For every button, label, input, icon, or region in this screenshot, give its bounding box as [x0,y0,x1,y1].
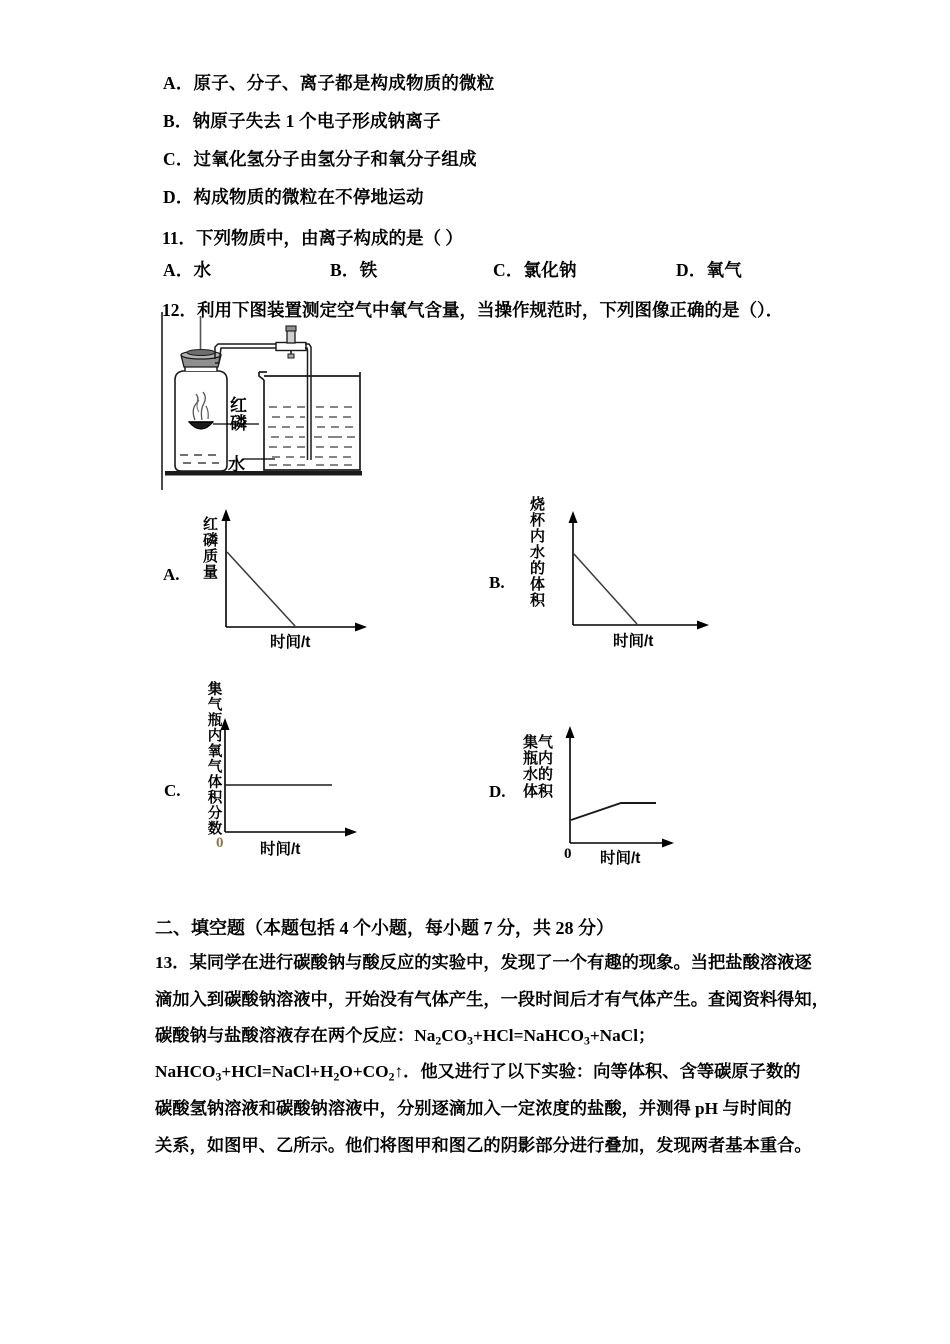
graph-b-x-axis-label: 时间/t [613,633,654,650]
question-13-line-5: 碳酸氢钠溶液和碳酸钠溶液中，分别逐滴加入一定浓度的盐酸，并测得 pH 与时间的 [155,1099,792,1118]
question-13-line-6: 关系，如图甲、乙所示。他们将图甲和图乙的阴影部分进行叠加，发现两者基本重合。 [155,1136,812,1155]
graph-d-origin-label: 0 [564,846,572,862]
question-13-line-4-text: ．他又进行了以下实验：向等体积、含等碳原子数的 [403,1062,801,1081]
graph-c-option-label: C. [164,781,181,800]
question-11-stem: 11．下列物质中，由离子构成的是（ ） [162,228,463,248]
option-text: 原子、分子、离子都是构成物质的微粒 [193,73,495,93]
question-13-line-1: 13．某同学在进行碳酸钠与酸反应的实验中，发现了一个有趣的现象。当把盐酸溶液逐 [155,953,812,972]
graph-c-origin-label: 0 [216,835,224,851]
question-12-stem: 12．利用下图装置测定空气中氧气含量，当操作规范时，下列图像正确的是（）． [162,300,784,320]
option-text: 过氧化氢分子由氢分子和氧分子组成 [193,149,477,169]
graph-b-y-axis-label: 烧杯内水的体积 [528,496,545,608]
option-text: 氯化钠 [523,260,577,280]
option-a-q11 [163,261,211,280]
option-label: D． [163,187,194,207]
question-13-line-3-text: 碳酸钠与盐酸溶液存在两个反应： [155,1026,415,1045]
graph-option-d [485,720,715,890]
graph-d-y-axis-label: 集气瓶内水的体积 [523,734,554,800]
graph-d-option-label: D. [489,782,506,801]
graph-b-option-label: B. [489,573,505,592]
option-text: 构成物质的微粒在不停地运动 [193,187,424,207]
option-text: 水 [193,260,212,280]
option-label: B． [330,260,360,280]
graph-d-x-axis-label: 时间/t [600,850,641,867]
option-c-q11 [493,261,577,280]
option-label: A． [163,260,194,280]
equation-1: $Na_2CO_3+HCl=NaHCO_3+NaCl$； [414,1026,656,1048]
option-b-q11 [330,261,377,280]
option-text: 氧气 [706,260,742,280]
option-label: C． [493,260,524,280]
option-row-d-q10 [163,188,424,207]
option-row-a-q10 [163,74,494,93]
graph-option-b [485,490,715,665]
option-label: A． [163,73,194,93]
question-13-line-4 [155,1057,801,1083]
option-d-q11 [676,261,742,280]
graph-a-y-axis-label: 红磷质量 [201,516,218,580]
equation-2: $NaHCO_3+HCl=NaCl+H_2O+CO_2↑$ [155,1062,404,1084]
graph-a-option-label: A. [163,565,180,584]
option-row-b-q10 [163,112,441,131]
graph-option-c [160,675,390,885]
option-label: C． [163,149,194,169]
graph-b-plot [485,490,715,665]
graph-option-a [160,500,380,660]
option-label: B． [163,111,193,131]
option-label: D． [676,260,707,280]
question-13-line-3 [155,1021,655,1047]
apparatus-label-water: 水 [228,455,245,474]
oxygen-content-apparatus-figure [155,300,375,490]
graph-a-x-axis-label: 时间/t [270,634,311,651]
option-row-c-q10 [163,150,477,169]
graph-c-y-axis-label: 集气瓶内氧气体积分数 [205,681,222,836]
graph-c-x-axis-label: 时间/t [260,841,301,858]
section-two-heading: 二、填空题（本题包括 4 个小题，每小题 7 分，共 28 分） [155,918,614,938]
option-text: 钠原子失去 1 个电子形成钠离子 [192,111,441,131]
question-13-line-2: 滴加入到碳酸钠溶液中，开始没有气体产生，一段时间后才有气体产生。查阅资料得知， [155,990,829,1009]
option-text: 铁 [359,260,378,280]
apparatus-label-red-phosphorus: 红磷 [227,396,246,432]
